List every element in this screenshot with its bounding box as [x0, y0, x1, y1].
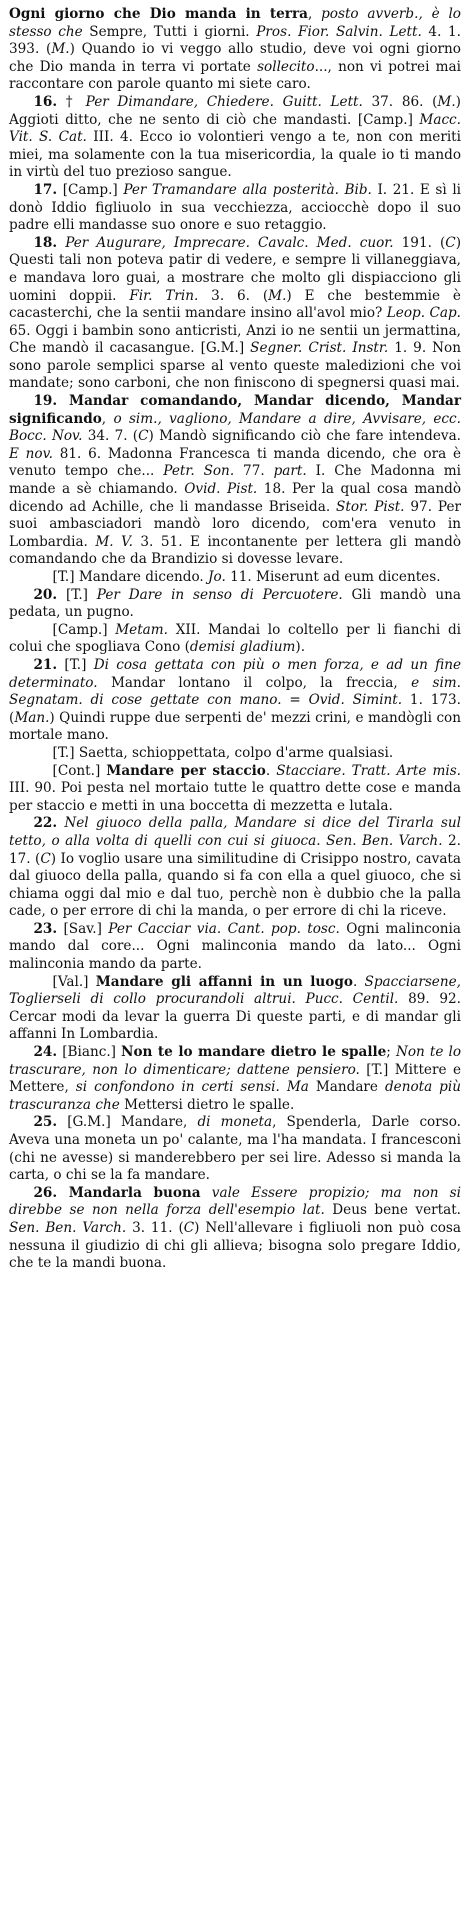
entry-paragraph [9, 921, 461, 974]
body-text: Mettersi dietro le spalle. [119, 1096, 295, 1113]
entry-paragraph [9, 182, 461, 235]
italic-text: di moneta [197, 1114, 273, 1131]
italic-text: Per Tramandare alla posterità. Bib. [123, 181, 372, 198]
italic-text: vale Essere propizio; ma non si direbbe se non nella forza dell'esempio lat. [9, 1184, 461, 1219]
body-text [201, 1185, 212, 1201]
body-text: [Cont.] [52, 762, 107, 779]
italic-text: M. V. [95, 533, 133, 550]
headword-text: 17. [33, 181, 58, 198]
body-text: Gli mandò una pedata, un pugno. [9, 586, 461, 621]
body-text: ) Aggioti ditto, che ne sento di ciò che mandasti. [Camp.] [9, 93, 461, 128]
italic-text: Petr. Son. [163, 463, 235, 480]
entry-paragraph [9, 94, 461, 182]
body-text: ) Quando io vi veggo allo studio, deve voi ogni giorno che Dio manda in terra vi portate [9, 41, 461, 75]
body-text: 18. Per la qual cosa mandò dicendo ad Achille, che li mandasse Briseida. [9, 481, 461, 515]
italic-text: Spacciarsene, Toglierseli di collo procurandoli altrui. Pucc. Centil. [9, 973, 461, 1008]
body-text: ). [295, 639, 306, 656]
body-text: [Bianc.] [57, 1044, 122, 1061]
italic-text: Per Dimandare, Chiedere. Guitt. Lett. [85, 93, 363, 110]
italic-text: E nov. [9, 445, 53, 462]
body-text: 89. 92. Cercar modi da levar la guerra Di queste parti, e di mandar gli affanni In Lombardia. [9, 991, 461, 1043]
body-text: [T.] [57, 656, 94, 673]
body-text: ) Mandò significando ciò che fare intendeva. [148, 428, 462, 445]
italic-text: M. [437, 93, 456, 110]
headword-text: 21. [33, 656, 58, 673]
body-text: . [265, 762, 277, 779]
italic-text: e sim. Segnatam. di cose gettate con mano. = Ovid. Simint. [9, 674, 462, 709]
body-text: [Camp.] [52, 621, 116, 638]
italic-text: C [138, 428, 149, 445]
body-text: 77. [234, 463, 274, 480]
headword-text: 23. [33, 920, 58, 937]
entry-paragraph [9, 1185, 461, 1273]
body-text: , [101, 410, 114, 427]
entry-paragraph [9, 587, 461, 622]
body-text: , Spenderla, Darle corso. Aveva una moneta un po' calante, ma l'ha mandata. I francesconi (chi ne avesse) si manderebbero per sei lire. Adesso si manda la carta, o chi se la fa mandare. [9, 1114, 461, 1184]
headword-text: Mandare gli affanni in un luogo [95, 973, 353, 990]
headword-text: 22. [33, 815, 58, 832]
italic-text: Jo. [208, 569, 226, 585]
italic-text: Metam. [115, 621, 168, 638]
entry-paragraph [9, 815, 461, 921]
italic-text: Man. [14, 709, 50, 726]
italic-text: Sen. Ben. Varch. [9, 1219, 127, 1236]
body-text: 1. 173. ( [9, 692, 461, 726]
body-text: [T.] Saetta, schioppettata, colpo d'arme qualsiasi. [52, 744, 394, 761]
italic-text: Segner. Crist. Instr. [250, 340, 389, 357]
body-text: 4. 1. 393. ( [9, 23, 461, 58]
italic-text: Leop. Cap. [386, 305, 461, 322]
body-text: 191. ( [393, 234, 446, 251]
body-text: [Sav.] [57, 920, 109, 937]
entry-paragraph [9, 745, 461, 763]
body-text: [T.] Mittere e Mettere, [9, 1061, 461, 1096]
entry-paragraph [9, 6, 461, 94]
body-text: 65. Oggi i bambin sono anticristi, Anzi io ne sentii un jermattina, Che mandò il cacasangue. [G.M.] [9, 322, 461, 357]
body-text: ) Questi tali non poteva patir di vedere, e sempre li villaneggiava, e mandava loro guai, a mostrare che molto gli dispiacciono gli uomini doppii. [9, 234, 462, 304]
body-text: Deus bene vertat. [324, 1202, 461, 1219]
italic-text: Macc. Vit. S. Cat. [9, 111, 461, 146]
italic-text: sollecito [257, 58, 315, 75]
italic-text: posto avverb., è lo stesso che [9, 6, 461, 40]
body-text: 3. 51. E incontanente per lettera gli mandò comandando che da Brandizio si dovesse levare. [9, 533, 462, 568]
headword-text: 24. [33, 1044, 58, 1061]
body-text: III. 90. Poi pesta nel mortaio tutte le quattro dette cose e manda per staccio e metti in una boccetta di mezzetta e lutala. [9, 780, 461, 814]
entry-paragraph [9, 1114, 461, 1184]
body-text: 97. Per suoi ambasciadori mandò loro dicendo, com'era venuto in Lombardia. [9, 498, 461, 550]
body-text: 3. 6. ( [198, 287, 269, 304]
body-text: † [57, 93, 86, 110]
headword-text: Mandare per staccio [106, 762, 266, 779]
italic-text: C [40, 850, 51, 867]
body-text: 1. 9. Non sono parole semplici sparse al vento queste maledizioni che voi mandate; sono carboni, che non finiscono di spegnersi quasi mai. [9, 340, 461, 392]
headword-text: 19. Mandar comandando, Mandar dicendo, Mandar significando [9, 393, 461, 427]
headword-text: 20. [33, 586, 58, 603]
headword-text: Ogni giorno che Dio manda in terra [9, 6, 308, 22]
body-text: Sempre, Tutti i giorni. [82, 23, 257, 40]
italic-text: Non te lo trascurare, non lo dimenticare; dattene pensiero. [9, 1044, 462, 1078]
body-text: 81. 6. Madonna Francesca ti manda dicendo, che ora è venuto tempo che... [9, 445, 461, 480]
italic-text: demisi gladium [189, 639, 296, 656]
body-text: III. 4. Ecco io volontieri vengo a te, non con meriti miei, ma solamente con la tua misericordia, la quale io ti mando in virtù del tuo prezioso sangue. [9, 129, 461, 181]
italic-text: Stacciare. Tratt. Arte mis. [276, 762, 461, 779]
italic-text: C [183, 1219, 195, 1236]
body-text: ) Nell'allevare i figliuoli non può cosa nessuna il giudizio di chi gli allieva; bisogna solo pregare Iddio, che te la mandi buona. [9, 1219, 461, 1272]
body-text: [Camp.] [57, 181, 124, 198]
entry-paragraph [9, 763, 461, 816]
entry-paragraph [9, 622, 461, 657]
headword-text: 18. [33, 234, 58, 251]
body-text: ..., non vi potrei mai raccontare con parole quanto mi siete caro. [9, 58, 461, 93]
entry-paragraph [9, 393, 461, 569]
italic-text: si confondono in certi sensi. Ma [75, 1079, 309, 1096]
body-text: [T.] Mandare dicendo. [52, 569, 209, 585]
italic-text: Di cosa gettata con più o men forza, e ad un fine determinato. [9, 656, 461, 691]
italic-text: denota più trascuranza che [9, 1079, 461, 1113]
italic-text: Per Cacciar via. Cant. pop. tosc. [108, 920, 340, 937]
body-text: 3. 11. ( [126, 1219, 184, 1236]
body-text: [T.] [57, 586, 97, 603]
italic-text: Pros. Fior. Salvin. Lett. [256, 23, 422, 40]
italic-text: Per Augurare, Imprecare. Cavalc. Med. cuor. [65, 234, 394, 251]
italic-text: Stor. Pist. [336, 498, 405, 515]
body-text: Mandar lontano il colpo, la freccia, [97, 674, 412, 691]
italic-text: Per Dare in senso di Percuotere. [96, 586, 343, 603]
italic-text: C [445, 234, 456, 251]
body-text [57, 235, 65, 251]
body-text: 2. 17. ( [9, 832, 461, 867]
body-text: 34. 7. ( [82, 428, 139, 445]
body-text: [Val.] [52, 973, 96, 990]
body-text: ) Quindi ruppe due serpenti de' mezzi crini, e mandògli con mortale mano. [9, 709, 461, 744]
entry-paragraph [9, 1044, 461, 1114]
body-text: , [307, 6, 322, 22]
body-text: ; [386, 1044, 396, 1061]
headword-text: Non te lo mandare dietro le spalle [121, 1044, 387, 1061]
entry-paragraph [9, 235, 461, 393]
italic-text: M. [51, 41, 70, 58]
italic-text: o sim., vagliono, Mandare a dire, Avvisare, ecc. Bocc. Nov. [9, 410, 461, 445]
body-text: 11. Miserunt ad eum dicentes. [225, 569, 441, 585]
headword-text: 25. [33, 1114, 58, 1131]
body-text: XII. Mandai lo coltello per li fianchi di colui che spogliava Cono ( [9, 621, 461, 656]
body-text: . [352, 973, 365, 990]
body-text: ) E che bestemmie è cacasterchi, che la sentii mandare insino all'avol mio? [9, 287, 461, 322]
headword-text: 16. [33, 93, 58, 110]
body-text: [G.M.] Mandare, [57, 1114, 198, 1131]
italic-text: Ovid. Pist. [184, 481, 258, 498]
italic-text: part. [273, 463, 307, 480]
entry-paragraph [9, 657, 461, 745]
italic-text: Fir. Trin. [129, 287, 199, 304]
body-text: I. Che Madonna mi mande a sè chiamando. [9, 463, 461, 498]
body-text: Mandare [308, 1079, 385, 1096]
body-text: I. 21. E sì li donò Iddio figliuolo in sua vecchiezza, acciocchè dopo il suo padre elli mandasse suo onore e suo retaggio. [9, 181, 462, 234]
italic-text: M. [268, 287, 287, 304]
body-text: Ogni malinconia mando dal core... Ogni malinconia mando da lato... Ogni malinconia mando da parte. [9, 920, 461, 973]
italic-text: Nel giuoco della palla, Mandare si dice del Tirarla sul tetto, o alla volta di quelli con cui si giuoca. Sen. Ben. Varch. [9, 815, 461, 849]
body-text: ) Io voglio usare una similitudine di Crisippo nostro, cavata dal giuoco della palla, quando si fa con ella a quel giuoco, che si chiama oggi dal mio e dal tuo, perchè non è dubbio che la palla cade, o per errore di chi la manda, o per errore di chi la riceve. [9, 850, 462, 920]
entry-paragraph [9, 974, 461, 1044]
entry-paragraph [9, 569, 461, 587]
headword-text: 26. Mandarla buona [33, 1184, 201, 1201]
body-text: 37. 86. ( [362, 93, 438, 110]
